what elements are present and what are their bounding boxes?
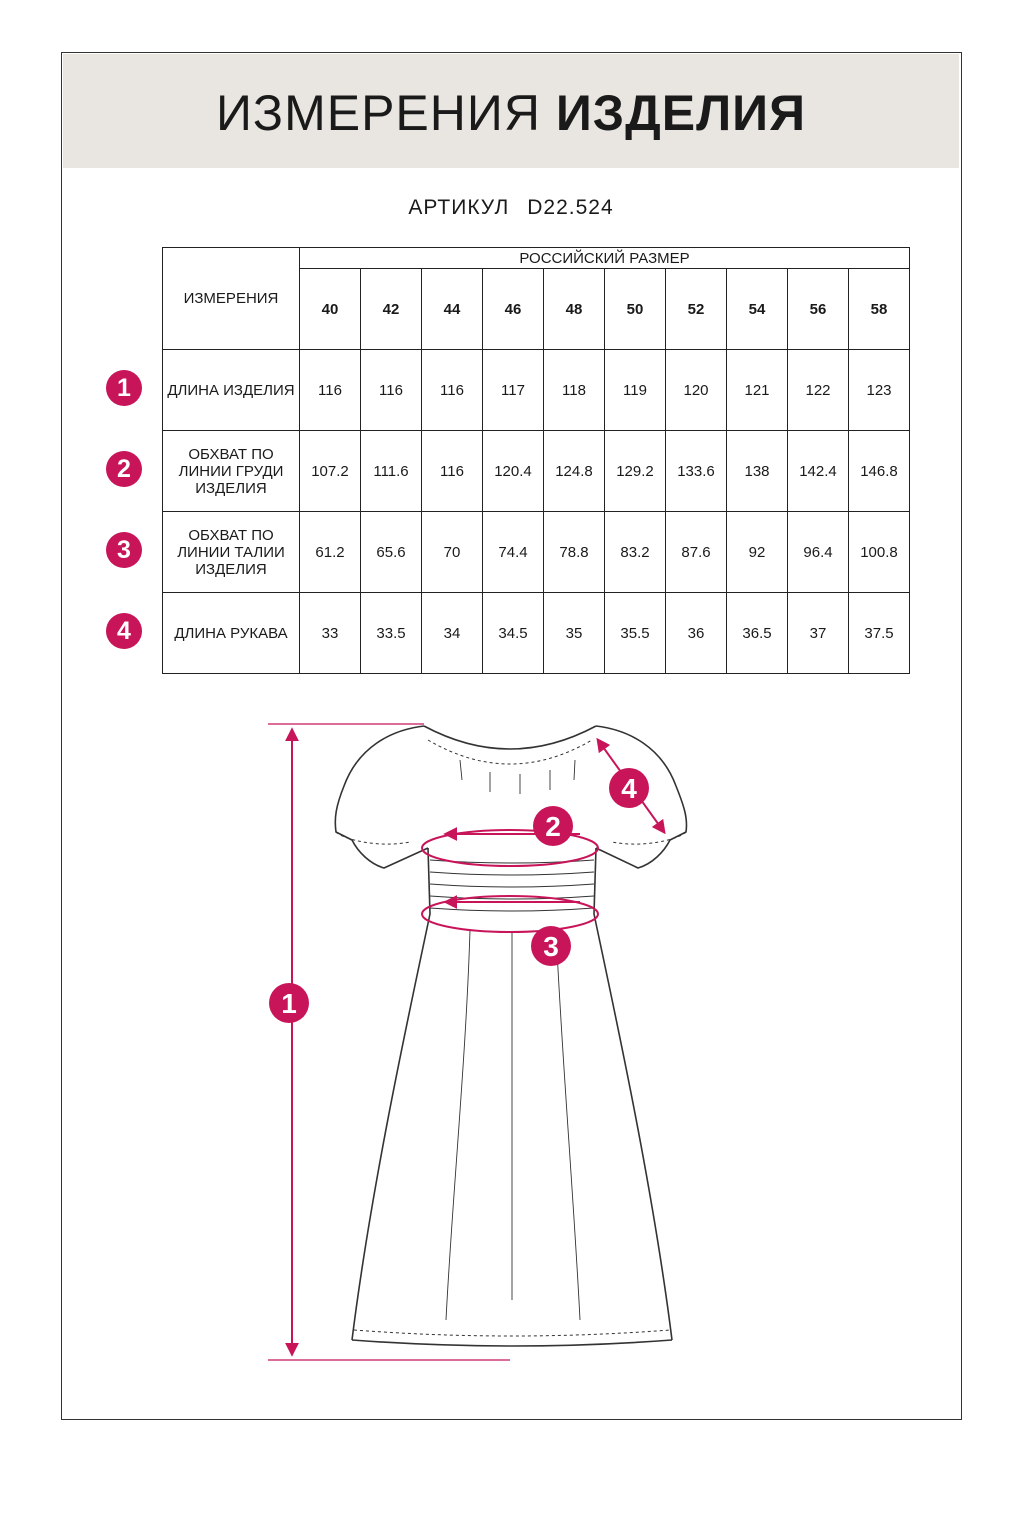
size-56: 56 (788, 269, 849, 350)
diagram-marker-label: 3 (543, 931, 559, 962)
size-54: 54 (727, 269, 788, 350)
size-44: 44 (422, 269, 483, 350)
row-number-badge: 3 (106, 532, 142, 568)
diagram-markers (269, 768, 649, 1023)
table-cell: 65.6 (361, 512, 422, 593)
table-cell: 111.6 (361, 431, 422, 512)
table-cell: 129.2 (605, 431, 666, 512)
table-cell: 123 (849, 350, 910, 431)
table-cell: 37 (788, 593, 849, 674)
size-42: 42 (361, 269, 422, 350)
size-50: 50 (605, 269, 666, 350)
table-cell: 133.6 (666, 431, 727, 512)
table-cell: 116 (361, 350, 422, 431)
article-label: АРТИКУЛ (408, 196, 510, 219)
size-46: 46 (483, 269, 544, 350)
table-cell: 36.5 (727, 593, 788, 674)
table-cell: 107.2 (300, 431, 361, 512)
table-cell: 138 (727, 431, 788, 512)
size-40: 40 (300, 269, 361, 350)
table-cell: 116 (300, 350, 361, 431)
table-cell: 116 (422, 350, 483, 431)
size-58: 58 (849, 269, 910, 350)
row-number-badge: 4 (106, 613, 142, 649)
title-bold: ИЗДЕЛИЯ (555, 85, 807, 141)
table-cell: 100.8 (849, 512, 910, 593)
dress-outline (335, 726, 686, 1346)
size-header: РОССИЙСКИЙ РАЗМЕР (300, 248, 910, 269)
table-cell: 92 (727, 512, 788, 593)
table-cell: 34 (422, 593, 483, 674)
table-cell: 119 (605, 350, 666, 431)
measure-header: ИЗМЕРЕНИЯ (163, 248, 300, 350)
table-cell: 120 (666, 350, 727, 431)
row-number-badge: 1 (106, 370, 142, 406)
table-cell: 70 (422, 512, 483, 593)
table-cell: 118 (544, 350, 605, 431)
row-label-line: ДЛИНА ИЗДЕЛИЯ (167, 381, 295, 399)
table-cell: 78.8 (544, 512, 605, 593)
table-cell: 146.8 (849, 431, 910, 512)
title-light: ИЗМЕРЕНИЯ (215, 85, 541, 141)
table-cell: 35.5 (605, 593, 666, 674)
measure-lines (268, 724, 664, 1360)
table-cell: 116 (422, 431, 483, 512)
table-cell: 122 (788, 350, 849, 431)
row-label-line: ЛИНИИ ГРУДИ (178, 462, 284, 480)
size-48: 48 (544, 269, 605, 350)
row-label-line: ИЗДЕЛИЯ (195, 560, 267, 578)
size-52: 52 (666, 269, 727, 350)
row-label-line: ЛИНИИ ТАЛИИ (177, 543, 285, 561)
row-label-line: ОБХВАТ ПО (188, 526, 274, 544)
row-label-line: ДЛИНА РУКАВА (174, 624, 288, 642)
row-label-line: ОБХВАТ ПО (188, 445, 274, 463)
table-cell: 34.5 (483, 593, 544, 674)
table-cell: 117 (483, 350, 544, 431)
row-label-line: ИЗДЕЛИЯ (195, 479, 267, 497)
diagram-marker-label: 2 (545, 811, 561, 842)
table-cell: 124.8 (544, 431, 605, 512)
table-cell: 35 (544, 593, 605, 674)
table-cell: 121 (727, 350, 788, 431)
table-cell: 61.2 (300, 512, 361, 593)
table-cell: 37.5 (849, 593, 910, 674)
row-number-badge: 2 (106, 451, 142, 487)
table-cell: 33 (300, 593, 361, 674)
diagram-marker-label: 1 (281, 988, 297, 1019)
table-cell: 36 (666, 593, 727, 674)
article-code: D22.524 (527, 196, 614, 219)
diagram-marker-label: 4 (621, 773, 637, 804)
table-cell: 96.4 (788, 512, 849, 593)
table-cell: 74.4 (483, 512, 544, 593)
table-cell: 33.5 (361, 593, 422, 674)
table-cell: 83.2 (605, 512, 666, 593)
table-cell: 87.6 (666, 512, 727, 593)
table-cell: 142.4 (788, 431, 849, 512)
table-cell: 120.4 (483, 431, 544, 512)
